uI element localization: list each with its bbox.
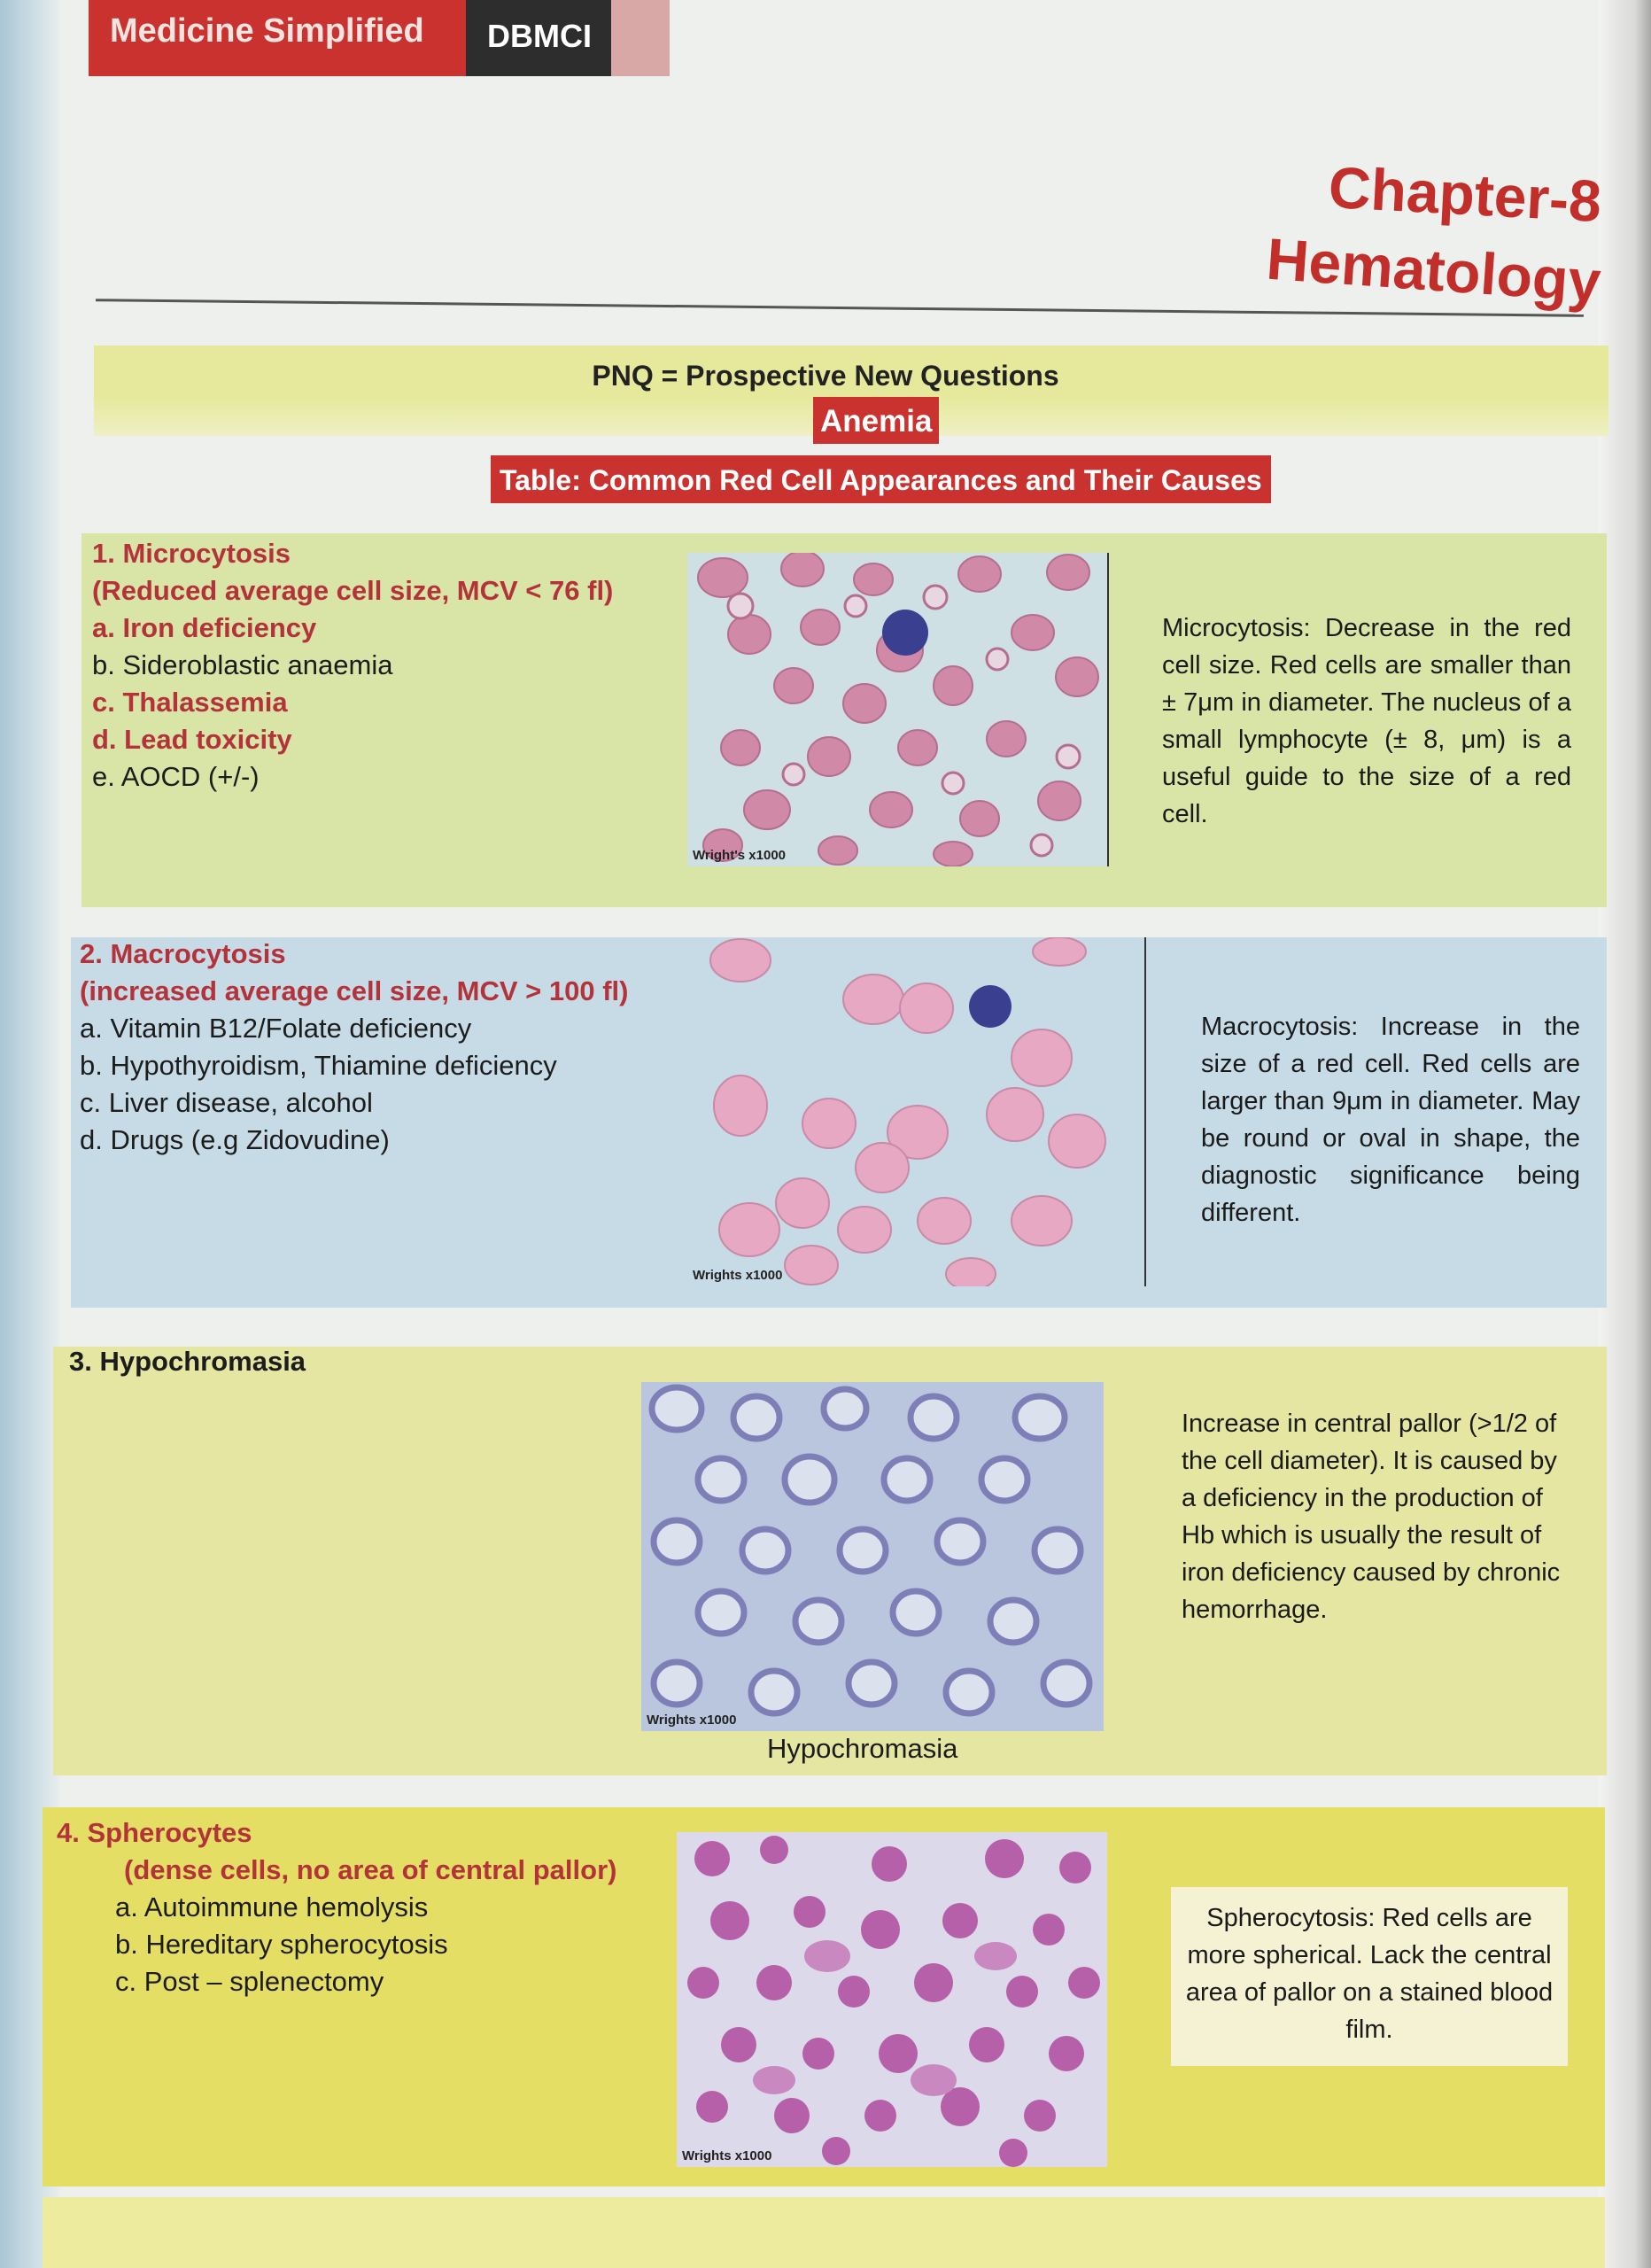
brand-tail [611, 0, 670, 76]
macrocytosis-smear [687, 937, 1146, 1286]
row-1-item: e. AOCD (+/-) [92, 761, 260, 792]
row-1-left [92, 535, 613, 796]
row-1-item: b. Sideroblastic anaemia [92, 649, 393, 680]
chapter-title: Hematology [1264, 225, 1603, 315]
row-1-description: Microcytosis: Decrease in the red cell size. Red cells are smaller than ± 7μm in diameter. The nucleus of a small lymphocyte (± 8, μm) is a useful guide to the size of a red cell. [1162, 614, 1571, 828]
brand-right: DBMCI [466, 0, 611, 76]
row-2-item: a. Vitamin B12/Folate deficiency [80, 1013, 472, 1044]
row-1-subheading: (Reduced average cell size, MCV < 76 fl) [92, 575, 614, 606]
row-4-item: c. Post – splenectomy [115, 1966, 384, 1997]
row-2-item: d. Drugs (e.g Zidovudine) [80, 1124, 390, 1155]
row-1-item: d. Lead toxicity [92, 724, 292, 755]
spherocytes-image [677, 1832, 1107, 2167]
row-2-item: b. Hypothyroidism, Thiamine deficiency [80, 1050, 557, 1081]
section-title: Anemia [813, 397, 939, 444]
macrocytosis-image [687, 937, 1146, 1286]
row-3-heading: 3. Hypochromasia [69, 1346, 306, 1377]
hypochromasia-image [641, 1382, 1104, 1731]
row-2-item: c. Liver disease, alcohol [80, 1087, 373, 1118]
row-4-item: b. Hereditary spherocytosis [115, 1929, 448, 1960]
spherocytes-caption: Wrights x1000 [682, 2148, 772, 2163]
row-2-divider [1144, 937, 1146, 1286]
microcytosis-smear [687, 553, 1107, 866]
pnq-heading: PNQ = Prospective New Questions [592, 360, 1059, 392]
next-row-edge [43, 2197, 1605, 2268]
row-4-heading: 4. Spherocytes [57, 1817, 252, 1848]
row-2-description: Macrocytosis: Increase in the size of a red cell. Red cells are larger than 9μm in diameter. May be round or oval in shape, the diagnostic significance being different. [1201, 1013, 1580, 1227]
header-rule [96, 299, 1584, 317]
row-4-subheading: (dense cells, no area of central pallor) [124, 1854, 617, 1885]
row-3-left [69, 1343, 306, 1380]
row-2-left [80, 918, 628, 1159]
microcytosis-image [687, 553, 1107, 866]
microcytosis-caption: Wright's x1000 [693, 848, 786, 863]
row-2-heading: 2. Macrocytosis [80, 938, 286, 969]
brand-bar [89, 0, 670, 76]
row-1-divider [1107, 553, 1109, 866]
spherocytes-smear [677, 1832, 1107, 2167]
macrocytosis-caption: Wrights x1000 [693, 1268, 783, 1283]
row-4-left [57, 1814, 616, 2000]
row-1-item: c. Thalassemia [92, 687, 288, 718]
row-4-item: a. Autoimmune hemolysis [115, 1891, 429, 1922]
row-1-item: a. Iron deficiency [92, 612, 317, 643]
row-4-description: Spherocytosis: Red cells are more spherical. Lack the central area of pallor on a stained blood film. [1185, 1904, 1554, 2044]
row-3-description: Increase in central pallor (>1/2 of the cell diameter). It is caused by a deficiency in the production of Hb which is usually the result of iron deficiency caused by chronic hemorrhage. [1182, 1410, 1561, 1624]
brand-left: Medicine Simplified [89, 0, 466, 76]
hypochromasia-smear [641, 1382, 1104, 1731]
row-2-subheading: (increased average cell size, MCV > 100 fl) [80, 975, 629, 1006]
hypochromasia-caption: Wrights x1000 [647, 1713, 737, 1728]
chapter-label: Chapter-8 [1327, 153, 1603, 235]
hypochromasia-figure-label: Hypochromasia [767, 1733, 958, 1764]
row-1-heading: 1. Microcytosis [92, 538, 291, 569]
table-title: Table: Common Red Cell Appearances and Their Causes [491, 455, 1271, 503]
